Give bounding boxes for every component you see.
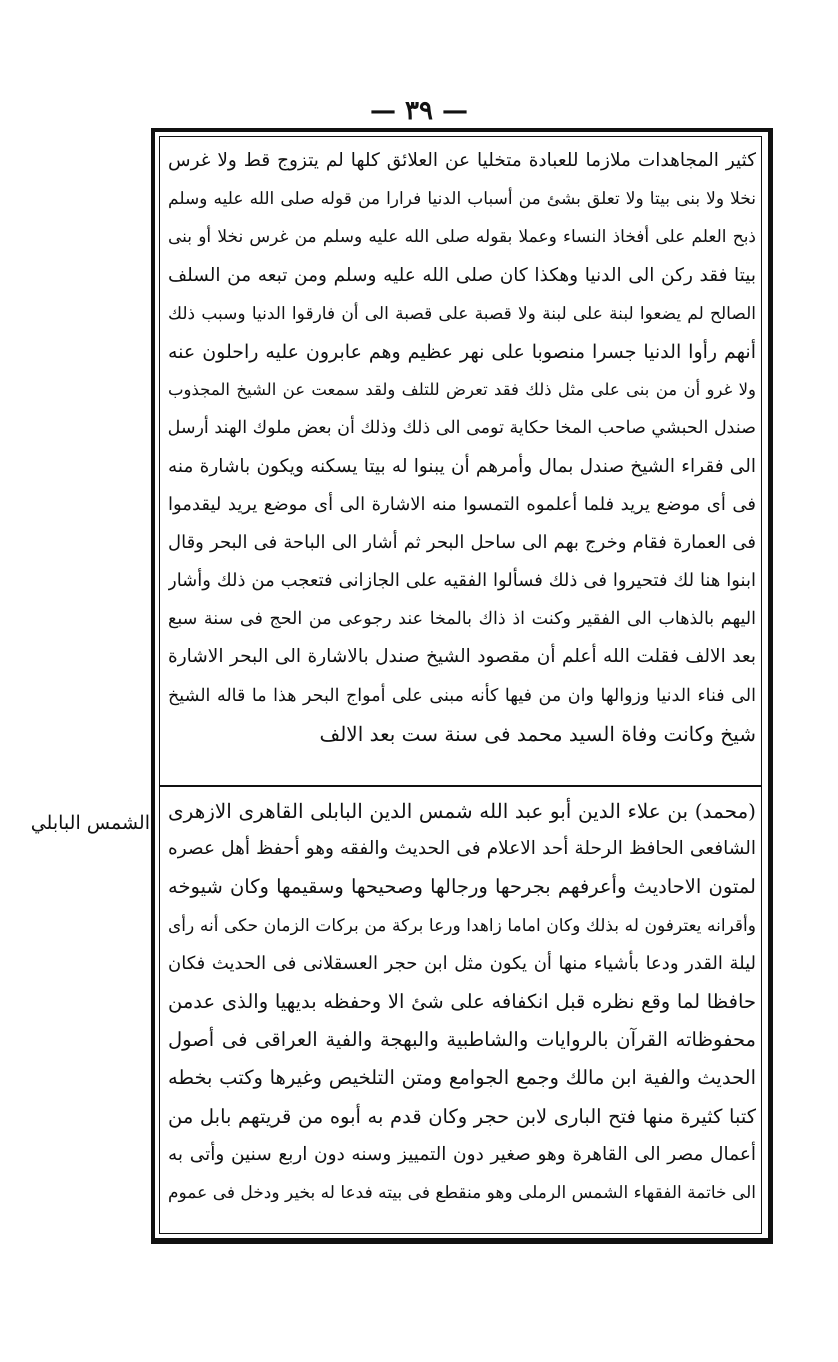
text-line: فى العمارة فقام وخرج بهم الى ساحل البحر ثم أشار الى الباحة فى البحر وقال	[168, 531, 756, 553]
page-number: — ٣٩ —	[369, 96, 469, 126]
text-line: شيخ وكانت وفاة السيد محمد فى سنة ست بعد الالف	[319, 721, 756, 746]
text-line: (محمد) بن علاء الدين أبو عبد الله شمس الدين البابلى القاهرى الازهرى	[168, 799, 756, 823]
text-line: ولا غرو أن من بنى على مثل ذلك فقد تعرض للتلف ولقد سمعت عن الشيخ المجذوب	[168, 380, 756, 400]
text-line: وأقرانه يعترفون له بذلك وكان اماما زاهدا ورعا بركة من بركات الزمان حكى أنه رأى	[168, 915, 756, 936]
text-line: محفوظاته القرآن بالروايات والشاطبية والبهجة والفية العراقى فى أصول	[168, 1028, 756, 1052]
text-line: فى أى موضع يريد فلما أعلموه التمسوا منه الاشارة الى أى موضع يريد ليقدموا	[168, 493, 756, 515]
text-line: حافظا لما وقع نظره قبل انكفافه على شئ الا وحفظه بديهيا والذى عدمن	[168, 989, 756, 1013]
text-line: الى خاتمة الفقهاء الشمس الرملى وهو منقطع فى بيته فدعا له بخير ودخل فى عموم	[168, 1182, 756, 1203]
text-line: أنهم رأوا الدنيا جسرا منصوبا على نهر عظيم وهم عابرون عليه راحلون عنه	[168, 340, 756, 363]
text-line: الحديث والفية ابن مالك وجمع الجوامع ومتن التلخيص وغيرها وكتب بخطه	[168, 1066, 756, 1090]
text-line: بعد الالف فقلت الله أعلم أن مقصود الشيخ صندل بالاشارة الى البحر الاشارة	[168, 646, 756, 668]
text-line: الى فناء الدنيا وزوالها وان من فيها كأنه مبنى على أمواج البحر هذا ما قاله الشيخ	[168, 685, 756, 706]
section-divider	[159, 785, 762, 787]
text-line: كتبا كثيرة منها فتح البارى لابن حجر وكان قدم به أبوه من قريتهم بابل من	[168, 1104, 756, 1128]
text-line: نخلا ولا بنى بيتا ولا تعلق بشئ من أسباب الدنيا فرارا من قوله صلى الله عليه وسلم	[168, 189, 756, 210]
margin-note: الشمس البابلي	[30, 812, 150, 834]
text-line: الشافعى الحافظ الرحلة أحد الاعلام فى الحديث والفقه وهو أحفظ أهل عصره	[168, 838, 756, 860]
text-line: كثير المجاهدات ملازما للعبادة متخليا عن العلائق كلها لم يتزوج قط ولا غرس	[168, 150, 756, 171]
text-line: صندل الحبشي صاحب المخا حكاية تومى الى ذلك وذلك أن بعض ملوك الهند أرسل	[168, 418, 756, 439]
biography-section-2	[168, 792, 756, 1212]
text-line: الصالح لم يضعوا لبنة على لبنة ولا قصبة على قصبة الى أن فارقوا الدنيا وسبب ذلك	[168, 303, 756, 324]
text-line: بيتا فقد ركن الى الدنيا وهكذا كان صلى الله عليه وسلم ومن تبعه من السلف	[168, 264, 756, 286]
text-line: أعمال مصر الى القاهرة وهو صغير دون التمييز وسنه دون اربع سنين وأتى به	[168, 1143, 756, 1165]
text-line: ذبح العلم على أفخاذ النساء وعملا بقوله صلى الله عليه وسلم من غرس نخلا أو بنى	[168, 227, 756, 248]
text-line: الى فقراء الشيخ صندل بمال وأمرهم أن يبنوا له بيتا يسكنه ويكون باشارة منه	[168, 455, 756, 477]
text-line: اليهم بالذهاب الى الفقير وكنت اذ ذاك بالمخا عند رجوعى من الحج فى سنة سبع	[168, 609, 756, 630]
biography-section-1	[168, 142, 756, 753]
text-line: لمتون الاحاديث وأعرفهم بجرحها ورجالها وصحيحها وسقيمها وكان شيوخه	[168, 875, 756, 899]
text-line: ابنوا هنا لك فتحيروا فى ذلك فسألوا الفقيه على الجازانى فتعجب من ذلك وأشار	[168, 570, 756, 592]
text-line: ليلة القدر ودعا بأشياء منها أن يكون مثل ابن حجر العسقلانى فى الحديث فكان	[168, 952, 756, 974]
